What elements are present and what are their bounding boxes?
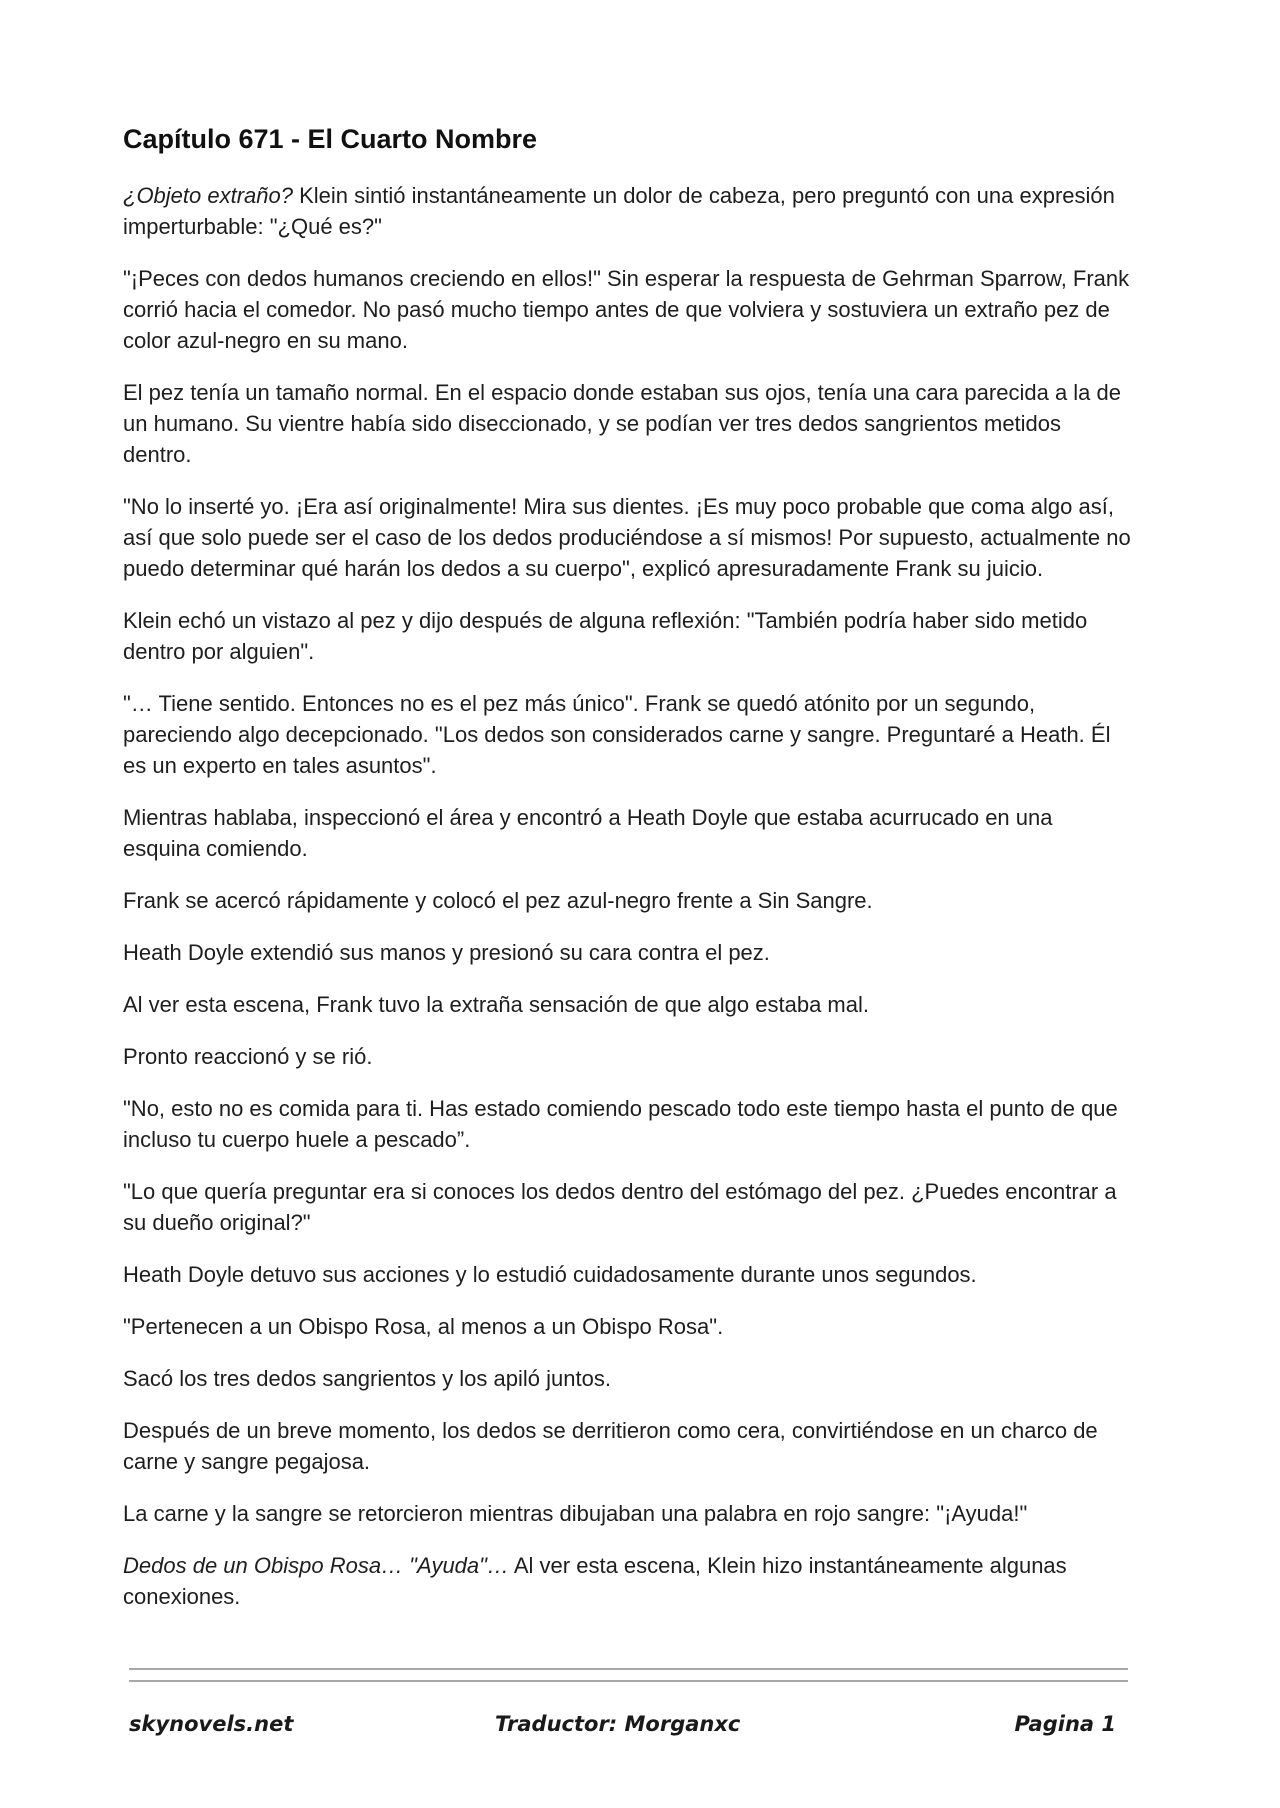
paragraph: La carne y la sangre se retorcieron mientras dibujaban una palabra en rojo sangre: "¡Ayuda!" xyxy=(123,1501,1028,1526)
paragraph: "… Tiene sentido. Entonces no es el pez más único". Frank se quedó atónito por un segundo, pareciendo algo decepcionado. "Los dedos son considerados carne y sangre. Preguntaré a Heath. Él es un experto en tales asuntos". xyxy=(123,691,1111,778)
paragraph-text: Al ver esta escena, Klein hizo instantáneamente algunas conexiones. xyxy=(123,1553,1067,1609)
paragraph xyxy=(123,1550,1133,1612)
paragraph: "¡Peces con dedos humanos creciendo en ellos!" Sin esperar la respuesta de Gehrman Sparrow, Frank corrió hacia el comedor. No pasó mucho tiempo antes de que volviera y sostuviera un extraño pez de color azul-negro en su mano. xyxy=(123,266,1130,353)
paragraph: Al ver esta escena, Frank tuvo la extraña sensación de que algo estaba mal. xyxy=(123,992,869,1017)
paragraph: Frank se acercó rápidamente y colocó el pez azul-negro frente a Sin Sangre. xyxy=(123,888,873,913)
chapter-title: Capítulo 671 - El Cuarto Nombre xyxy=(123,124,538,154)
paragraph xyxy=(123,180,1133,242)
paragraph: Pronto reaccionó y se rió. xyxy=(123,1044,373,1069)
paragraph: Mientras hablaba, inspeccionó el área y encontró a Heath Doyle que estaba acurrucado en una esquina comiendo. xyxy=(123,805,1053,861)
paragraph: "Pertenecen a un Obispo Rosa, al menos a un Obispo Rosa". xyxy=(123,1314,724,1339)
footer-site: skynovels.net xyxy=(129,1712,294,1736)
footer-divider-top xyxy=(129,1668,1128,1670)
paragraph-italic: Dedos de un Obispo Rosa… "Ayuda"… xyxy=(123,1553,509,1578)
paragraph-text: Klein sintió instantáneamente un dolor de cabeza, pero preguntó con una expresión imperturbable: "¿Qué es?" xyxy=(123,183,1115,239)
paragraph: Klein echó un vistazo al pez y dijo después de alguna reflexión: "También podría haber sido metido dentro por alguien". xyxy=(123,608,1088,664)
paragraph: El pez tenía un tamaño normal. En el espacio donde estaban sus ojos, tenía una cara parecida a la de un humano. Su vientre había sido diseccionado, y se podían ver tres dedos sangrientos metidos dentro. xyxy=(123,380,1121,467)
footer-page-number: Pagina 1 xyxy=(1014,1712,1116,1736)
paragraph: Heath Doyle detuvo sus acciones y lo estudió cuidadosamente durante unos segundos. xyxy=(123,1262,977,1287)
paragraph: Sacó los tres dedos sangrientos y los apiló juntos. xyxy=(123,1366,611,1391)
paragraph: Después de un breve momento, los dedos se derritieron como cera, convirtiéndose en un charco de carne y sangre pegajosa. xyxy=(123,1418,1098,1474)
paragraph: Heath Doyle extendió sus manos y presionó su cara contra el pez. xyxy=(123,940,770,965)
footer-translator: Traductor: Morganxc xyxy=(495,1712,741,1736)
footer-divider-bottom xyxy=(129,1680,1128,1682)
page-footer xyxy=(129,1712,1128,1746)
paragraph-italic: ¿Objeto extraño? xyxy=(123,183,293,208)
paragraph: "Lo que quería preguntar era si conoces los dedos dentro del estómago del pez. ¿Puedes encontrar a su dueño original?" xyxy=(123,1179,1117,1235)
paragraph: "No lo inserté yo. ¡Era así originalmente! Mira sus dientes. ¡Es muy poco probable que coma algo así, así que solo puede ser el caso de los dedos produciéndose a sí mismos! Por supuesto, actualmente no puedo determinar qué harán los dedos a su cuerpo", explicó apresuradamente Frank su juicio. xyxy=(123,494,1131,581)
paragraph: "No, esto no es comida para ti. Has estado comiendo pescado todo este tiempo hasta el punto de que incluso tu cuerpo huele a pescado”. xyxy=(123,1096,1118,1152)
document-body xyxy=(123,120,1133,1633)
